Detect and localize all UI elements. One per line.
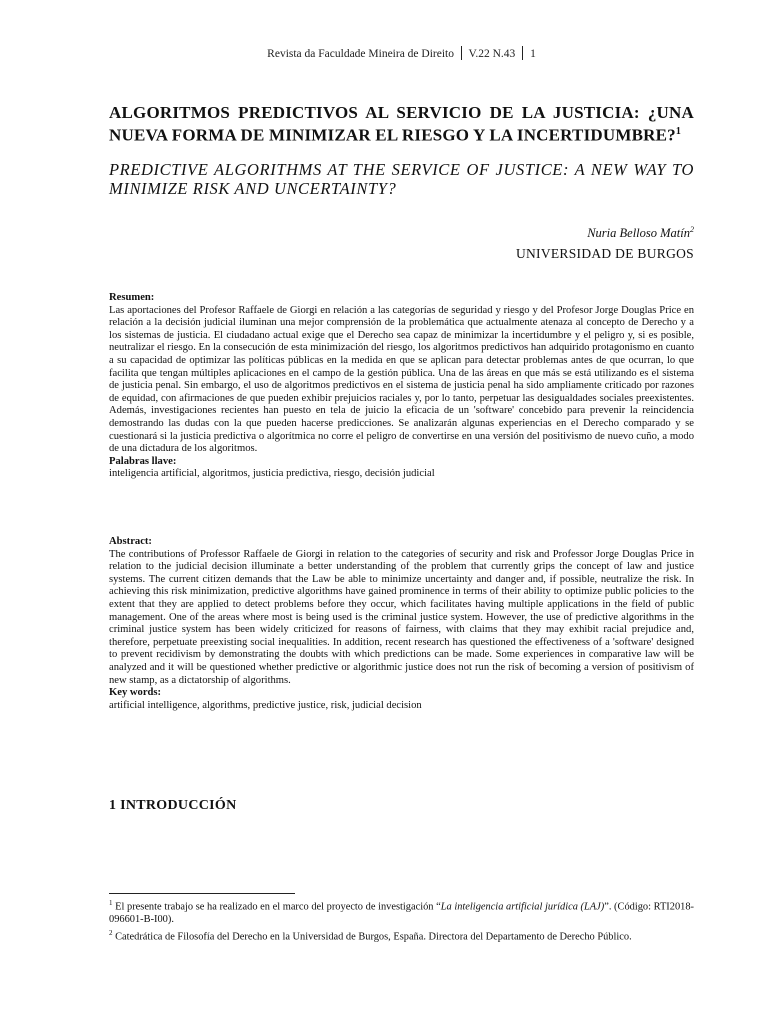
separator xyxy=(461,46,462,60)
abstract-section xyxy=(109,536,694,712)
footnotes xyxy=(109,897,694,945)
title-spanish-text: ALGORITMOS PREDICTIVOS AL SERVICIO DE LA JUSTICIA: ¿UNA NUEVA FORMA DE MINIMIZAR EL RIESGO Y LA INCERTIDUMBRE? xyxy=(109,103,694,145)
footnote-1 xyxy=(109,897,694,926)
footnote-rule xyxy=(109,893,295,894)
footnote-2-mark: 2 xyxy=(109,929,113,938)
resumen-label: Resumen: xyxy=(109,292,155,303)
section-heading: 1 INTRODUCCIÓN xyxy=(109,798,237,813)
journal-name: Revista da Faculdade Mineira de Direito xyxy=(267,48,454,60)
footnote-1-code: ”. (Código: RTI2018-096601-B-I00). xyxy=(109,901,694,926)
running-head xyxy=(109,46,694,60)
footnote-1-text: El presente trabajo se ha realizado en el marco del proyecto de investigación “ xyxy=(115,901,441,913)
footnote-2-text: Catedrática de Filosofía del Derecho en la Universidad de Burgos, España. Directora del Departamento de Derecho Público. xyxy=(115,931,632,943)
resumen-section xyxy=(109,292,694,481)
footnote-1-mark: 1 xyxy=(109,899,113,907)
palabras-llave-label: Palabras llave: xyxy=(109,455,177,467)
author-name-text: Nuria Belloso Matín xyxy=(587,226,690,241)
key-words-text: artificial intelligence, algorithms, predictive justice, risk, judicial decision xyxy=(109,699,422,711)
footnote-2 xyxy=(109,927,694,943)
abstract-label: Abstract: xyxy=(109,536,152,547)
resumen-text: Las aportaciones del Profesor Raffaele de Giorgi en relación a las categorías de seguridad y riesgo y del Profesor Jorge Douglas Price en relación a la decisión judicial iluminan una mejor comprensión de la problemática que actualmente atenaza al concepto de Derecho y a los sistemas de justicia. El ciudadano actual exige que el Derecho sea capaz de minimizar la incertidumbre y el peligro y, si es posible, neutralizar el riesgo. En la consecución de esta minimización del riesgo, los algoritmos predictivos han adquirido protagonismo en cuanto a su capacidad de optimizar las políticas públicas en la medida en que se aplican para detectar problemas antes de que ocurran, lo que facilita que tengan múltiples aplicaciones en el campo de la gestión pública. Una de las áreas en que más se está utilizando es el sistema de justicia penal. Sin embargo, el uso de algoritmos predictivos en el sistema de justicia penal ha sido ampliamente criticado por razones de equidad, con afirmaciones de que pueden exhibir prejuicios raciales y, por lo tanto, perpetuar las desigualdades sociales preexistentes. Además, investigaciones recientes han puesto en tela de juicio la eficacia de un 'software' concebido para prevenir la reincidencia demostrando las dudas con la que pueden hacerse predicciones. Se analizarán algunas experiencias en el Derecho comparado y se cuestionará si la justicia predictiva o algorítmica no corre el peligro de convertirse en una versión del positivismo de nuevo cuño, a modo de una dictadura de los algoritmos. xyxy=(109,304,694,455)
title-english: PREDICTIVE ALGORITHMS AT THE SERVICE OF JUSTICE: A NEW WAY TO MINIMIZE RISK AND UNCERTAINTY? xyxy=(109,160,694,198)
author-affiliation: UNIVERSIDAD DE BURGOS xyxy=(515,246,694,261)
author-name xyxy=(587,225,694,241)
footnote-1-project: La inteligencia artificial jurídica (LAJ) xyxy=(440,901,605,913)
footnote-mark-2[interactable]: 2 xyxy=(690,225,694,234)
page-number: 1 xyxy=(530,48,536,60)
journal-volume: V.22 N.43 xyxy=(468,48,516,60)
abstract-text: The contributions of Professor Raffaele de Giorgi in relation to the categories of security and risk and Professor Jorge Douglas Price in relation to the judicial decision illuminate a better understanding of the problem that currently grips the concept of law and justice systems. The current citizen demands that the Law be able to minimize uncertainty and danger and, if possible, neutralize the risk. In achieving this risk minimization, predictive algorithms have gained prominence in terms of their ability to optimize public policies to the extent that they are applied to detect problems before they occur, which facilitates having multiple applications in the field of public management. One of the areas where most is being used is the criminal justice system. However, the use of predictive algorithms in the criminal justice system has been widely criticized for reasons of fairness, with claims that they may exhibit racial prejudice and, therefore, perpetuate preexisting social inequalities. In addition, recent research has questioned the effectiveness of a 'software' designed to prevent recidivism by demonstrating the doubts with which predictions can be made. Some experiences in comparative law will be analyzed and it will be questioned whether predictive or algorithmic justice does not run the risk of becoming a version of positivism of new stamp, as a dictatorship of algorithms. xyxy=(109,548,694,686)
separator xyxy=(522,46,523,60)
footnote-mark-1[interactable]: 1 xyxy=(675,126,682,137)
key-words-label: Key words: xyxy=(109,687,162,699)
title-spanish xyxy=(109,103,694,145)
palabras-llave-text: inteligencia artificial, algoritmos, justicia predictiva, riesgo, decisión judicial xyxy=(109,468,435,480)
